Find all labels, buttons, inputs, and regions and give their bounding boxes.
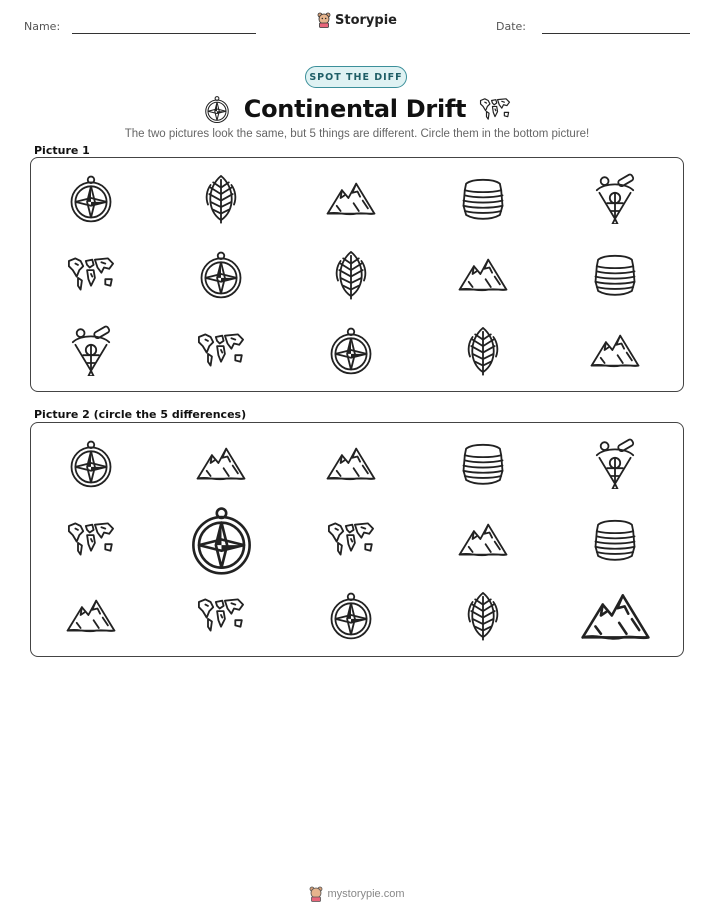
- rock-layers-icon: [589, 248, 641, 300]
- compass-icon: [325, 324, 377, 376]
- name-label: Name:: [24, 20, 61, 33]
- title-compass-icon: [202, 94, 232, 124]
- sextant-icon: [589, 172, 641, 224]
- rock-layers-icon[interactable]: [457, 437, 509, 489]
- spot-the-diff-badge: SPOT THE DIFF: [305, 66, 407, 88]
- compass-icon[interactable]: [184, 502, 259, 577]
- picture-1-panel: [30, 157, 684, 392]
- instructions: The two pictures look the same, but 5 things are different. Circle them in the bottom picture!: [124, 128, 590, 140]
- leaf-icon: [457, 324, 509, 376]
- footer-url[interactable]: mystorypie.com: [327, 888, 405, 900]
- mountain-icon[interactable]: [579, 579, 652, 652]
- footer-bear-icon: [309, 886, 323, 902]
- compass-icon[interactable]: [325, 589, 377, 641]
- mountain-icon[interactable]: [65, 589, 117, 641]
- sextant-icon: [65, 324, 117, 376]
- mountain-icon[interactable]: [325, 437, 377, 489]
- bear-mascot-icon: [317, 12, 331, 28]
- leaf-icon: [325, 248, 377, 300]
- leaf-icon: [195, 172, 247, 224]
- compass-icon: [195, 248, 247, 300]
- compass-icon: [65, 172, 117, 224]
- title-row: [0, 92, 714, 126]
- mountain-icon: [325, 172, 377, 224]
- world-map-icon: [195, 324, 247, 376]
- page-title: Continental Drift: [243, 95, 467, 123]
- rock-layers-icon[interactable]: [589, 513, 641, 565]
- picture-1-label: Picture 1: [34, 144, 90, 157]
- world-map-icon[interactable]: [65, 513, 117, 565]
- world-map-icon: [65, 248, 117, 300]
- picture-2-label: Picture 2 (circle the 5 differences): [34, 408, 247, 421]
- mountain-icon: [589, 324, 641, 376]
- compass-icon[interactable]: [65, 437, 117, 489]
- mountain-icon[interactable]: [457, 513, 509, 565]
- picture-2-panel[interactable]: [30, 422, 684, 657]
- world-map-icon[interactable]: [195, 589, 247, 641]
- sextant-icon[interactable]: [589, 437, 641, 489]
- title-world-map-icon: [478, 92, 512, 126]
- brand-logo: [0, 12, 714, 32]
- leaf-icon[interactable]: [457, 589, 509, 641]
- world-map-icon[interactable]: [325, 513, 377, 565]
- mountain-icon: [457, 248, 509, 300]
- date-line[interactable]: [542, 33, 690, 34]
- footer: [0, 886, 714, 905]
- rock-layers-icon: [457, 172, 509, 224]
- name-line[interactable]: [72, 33, 256, 34]
- mountain-icon[interactable]: [195, 437, 247, 489]
- brand-name: Storypie: [335, 12, 397, 28]
- date-label: Date:: [496, 20, 526, 33]
